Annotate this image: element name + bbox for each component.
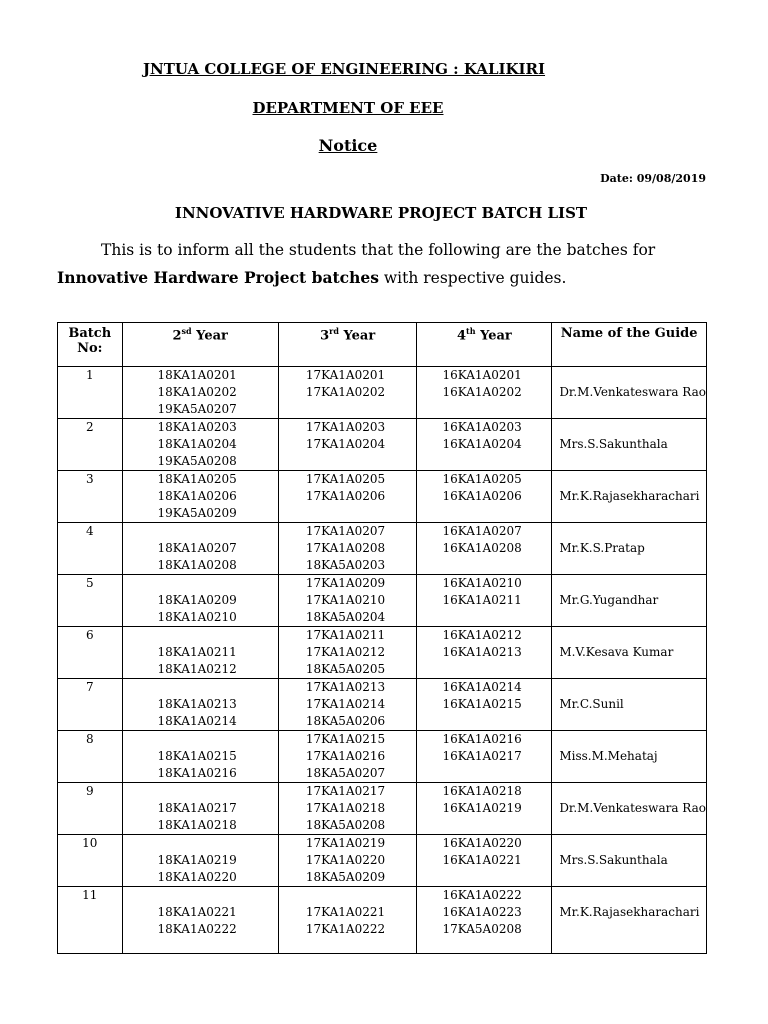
roll-number: [442, 453, 551, 470]
batch-table: [57, 322, 707, 954]
table-row: [58, 471, 707, 523]
guide-name: [552, 367, 707, 419]
roll-number: 16KA1A0210: [442, 576, 522, 590]
table-row: [58, 523, 707, 575]
4th-year-roll-numbers: [417, 731, 552, 783]
roll-number: 19KA5A0208: [157, 454, 237, 468]
batch-number: 8: [58, 731, 123, 783]
roll-number: 18KA1A0203: [157, 420, 237, 434]
roll-number: 17KA1A0203: [305, 420, 386, 434]
roll-number: [306, 505, 417, 522]
table-header-row: [58, 323, 707, 367]
guide-name-text: Mr.K.Rajasekharachari: [559, 905, 700, 919]
roll-number: 17KA1A0207: [305, 524, 386, 538]
2nd-year-roll-numbers: [122, 679, 278, 731]
roll-number: [158, 835, 278, 852]
roll-number: 18KA5A0207: [305, 766, 386, 780]
notice-date: Date: 09/08/2019: [600, 172, 706, 185]
roll-number: [158, 731, 278, 748]
roll-number: 16KA1A0216: [442, 732, 522, 746]
3rd-year-roll-numbers: [278, 627, 417, 679]
roll-number: 16KA1A0214: [442, 680, 522, 694]
2nd-year-roll-numbers: [122, 835, 278, 887]
table-row: [58, 887, 707, 954]
roll-number: [158, 679, 278, 696]
roll-number: 18KA1A0221: [157, 905, 237, 919]
roll-number: 17KA1A0212: [305, 645, 386, 659]
roll-number: 17KA1A0222: [305, 922, 386, 936]
2nd-year-roll-numbers: [122, 523, 278, 575]
guide-name-text: M.V.Kesava Kumar: [559, 645, 674, 659]
roll-number: 16KA1A0207: [442, 524, 522, 538]
3rd-year-roll-numbers: [278, 835, 417, 887]
intro-paragraph: [57, 237, 717, 292]
4th-year-roll-numbers: [417, 471, 552, 523]
guide-name: [552, 471, 707, 523]
roll-number: [442, 557, 551, 574]
intro-text-2: with respective guides.: [378, 269, 567, 287]
guide-name-text: Mr.G.Yugandhar: [559, 593, 659, 607]
roll-number: 18KA1A0201: [157, 368, 237, 382]
4th-year-roll-numbers: [417, 575, 552, 627]
roll-number: 17KA1A0219: [305, 836, 386, 850]
guide-name: [552, 523, 707, 575]
guide-name-text: Mr.C.Sunil: [559, 697, 624, 711]
roll-number: [158, 783, 278, 800]
roll-number: [442, 817, 551, 834]
guide-name-text: Mrs.S.Sakunthala: [559, 853, 668, 867]
roll-number: [158, 575, 278, 592]
roll-number: 16KA1A0215: [442, 697, 522, 711]
2nd-year-roll-numbers: [122, 731, 278, 783]
2nd-year-roll-numbers: [122, 627, 278, 679]
roll-number: [442, 713, 551, 730]
batch-number: 3: [58, 471, 123, 523]
roll-number: 17KA1A0211: [305, 628, 386, 642]
3rd-year-roll-numbers: [278, 783, 417, 835]
2nd-year-roll-numbers: [122, 887, 278, 954]
roll-number: 16KA1A0205: [442, 472, 522, 486]
guide-name: [552, 783, 707, 835]
roll-number: 17KA1A0204: [305, 437, 386, 451]
3rd-year-roll-numbers: [278, 523, 417, 575]
roll-number: 16KA1A0219: [442, 801, 522, 815]
roll-number: [442, 661, 551, 678]
batch-list-title: INNOVATIVE HARDWARE PROJECT BATCH LIST: [174, 204, 588, 222]
roll-number: 16KA1A0202: [442, 385, 522, 399]
roll-number: 18KA1A0206: [157, 489, 237, 503]
roll-number: 16KA1A0218: [442, 784, 522, 798]
roll-number: 17KA1A0217: [305, 784, 386, 798]
guide-name: [552, 575, 707, 627]
roll-number: 17KA1A0208: [305, 541, 386, 555]
guide-name-text: Miss.M.Mehataj: [559, 749, 658, 763]
header-batch: Batch No:: [58, 323, 123, 367]
roll-number: 17KA1A0202: [305, 385, 386, 399]
batch-number: 9: [58, 783, 123, 835]
intro-bold-text: Innovative Hardware Project batches: [57, 268, 379, 287]
4th-year-roll-numbers: [417, 835, 552, 887]
roll-number: 18KA5A0204: [305, 610, 386, 624]
roll-number: [158, 887, 278, 904]
roll-number: 17KA1A0216: [305, 749, 386, 763]
roll-number: [442, 505, 551, 522]
roll-number: 18KA1A0214: [157, 714, 237, 728]
2nd-year-roll-numbers: [122, 419, 278, 471]
table-row: [58, 419, 707, 471]
roll-number: [442, 401, 551, 418]
roll-number: 17KA1A0206: [305, 489, 386, 503]
header-2nd-year: $2^{sd}$ Year: [122, 323, 278, 367]
roll-number: 17KA1A0201: [305, 368, 386, 382]
roll-number: 18KA1A0220: [157, 870, 237, 884]
roll-number: 18KA5A0206: [305, 714, 386, 728]
roll-number: [158, 627, 278, 644]
3rd-year-roll-numbers: [278, 367, 417, 419]
roll-number: 18KA1A0210: [157, 610, 237, 624]
guide-name-text: Dr.M.Venkateswara Rao: [559, 801, 706, 815]
batch-number: 10: [58, 835, 123, 887]
batch-number: 7: [58, 679, 123, 731]
guide-name: [552, 731, 707, 783]
3rd-year-roll-numbers: [278, 731, 417, 783]
roll-number: [306, 401, 417, 418]
guide-name-text: Dr.M.Venkateswara Rao: [559, 385, 706, 399]
guide-name-text: Mr.K.Rajasekharachari: [559, 489, 700, 503]
roll-number: 18KA1A0208: [157, 558, 237, 572]
roll-number: 18KA1A0205: [157, 472, 237, 486]
table-row: [58, 783, 707, 835]
department-name: DEPARTMENT OF EEE: [252, 99, 444, 117]
roll-number: 16KA1A0220: [442, 836, 522, 850]
roll-number: 17KA1A0205: [305, 472, 386, 486]
3rd-year-roll-numbers: [278, 887, 417, 954]
roll-number: 17KA1A0220: [305, 853, 386, 867]
3rd-year-roll-numbers: [278, 575, 417, 627]
4th-year-roll-numbers: [417, 367, 552, 419]
2nd-year-roll-numbers: [122, 367, 278, 419]
roll-number: 17KA1A0215: [305, 732, 386, 746]
roll-number: 16KA1A0223: [442, 905, 522, 919]
table-row: [58, 731, 707, 783]
guide-name: [552, 835, 707, 887]
roll-number: 18KA1A0215: [157, 749, 237, 763]
header-guide: Name of the Guide: [552, 323, 707, 367]
roll-number: 16KA1A0212: [442, 628, 522, 642]
roll-number: 17KA1A0209: [305, 576, 386, 590]
guide-name-text: Mrs.S.Sakunthala: [559, 437, 668, 451]
guide-name: [552, 887, 707, 954]
roll-number: 18KA1A0216: [157, 766, 237, 780]
roll-number: [442, 869, 551, 886]
roll-number: 17KA1A0221: [305, 905, 386, 919]
3rd-year-roll-numbers: [278, 471, 417, 523]
roll-number: 18KA1A0213: [157, 697, 237, 711]
notice-heading: Notice: [318, 136, 378, 155]
table-row: [58, 835, 707, 887]
roll-number: 18KA1A0207: [157, 541, 237, 555]
roll-number: 16KA1A0222: [442, 888, 522, 902]
roll-number: 18KA5A0209: [305, 870, 386, 884]
roll-number: 16KA1A0206: [442, 489, 522, 503]
2nd-year-roll-numbers: [122, 471, 278, 523]
guide-name: [552, 627, 707, 679]
table-row: [58, 575, 707, 627]
intro-text-1: This is to inform all the students that the following are the batches for: [101, 241, 656, 259]
roll-number: 16KA1A0204: [442, 437, 522, 451]
roll-number: 16KA1A0213: [442, 645, 522, 659]
roll-number: 18KA1A0212: [157, 662, 237, 676]
roll-number: 18KA1A0222: [157, 922, 237, 936]
roll-number: 16KA1A0208: [442, 541, 522, 555]
roll-number: 18KA5A0205: [305, 662, 386, 676]
roll-number: 17KA1A0210: [305, 593, 386, 607]
batch-number: 4: [58, 523, 123, 575]
2nd-year-roll-numbers: [122, 783, 278, 835]
table-row: [58, 367, 707, 419]
4th-year-roll-numbers: [417, 523, 552, 575]
4th-year-roll-numbers: [417, 783, 552, 835]
2nd-year-roll-numbers: [122, 575, 278, 627]
roll-number: 18KA1A0202: [157, 385, 237, 399]
guide-name: [552, 679, 707, 731]
roll-number: 19KA5A0209: [157, 506, 237, 520]
guide-name: [552, 419, 707, 471]
roll-number: 17KA1A0213: [305, 680, 386, 694]
guide-name-text: Mr.K.S.Pratap: [559, 541, 645, 555]
roll-number: 18KA1A0217: [157, 801, 237, 815]
college-name: JNTUA COLLEGE OF ENGINEERING : KALIKIRI: [142, 60, 546, 78]
roll-number: 18KA1A0219: [157, 853, 237, 867]
roll-number: 19KA5A0207: [157, 402, 237, 416]
4th-year-roll-numbers: [417, 679, 552, 731]
header-3rd-year: 3rd Year: [278, 323, 417, 367]
batch-number: 5: [58, 575, 123, 627]
3rd-year-roll-numbers: [278, 419, 417, 471]
roll-number: [442, 765, 551, 782]
roll-number: 17KA1A0214: [305, 697, 386, 711]
roll-number: 17KA1A0218: [305, 801, 386, 815]
roll-number: 18KA1A0209: [157, 593, 237, 607]
roll-number: 18KA1A0204: [157, 437, 237, 451]
roll-number: 18KA1A0218: [157, 818, 237, 832]
header-4th-year: 4th Year: [417, 323, 552, 367]
3rd-year-roll-numbers: [278, 679, 417, 731]
table-row: [58, 679, 707, 731]
batch-number: 1: [58, 367, 123, 419]
table-row: [58, 627, 707, 679]
4th-year-roll-numbers: [417, 887, 552, 954]
roll-number: [306, 453, 417, 470]
batch-number: 11: [58, 887, 123, 954]
roll-number: 16KA1A0211: [442, 593, 522, 607]
roll-number: [306, 887, 417, 904]
roll-number: 18KA1A0211: [157, 645, 237, 659]
4th-year-roll-numbers: [417, 419, 552, 471]
roll-number: 16KA1A0221: [442, 853, 522, 867]
roll-number: 16KA1A0217: [442, 749, 522, 763]
batch-number: 6: [58, 627, 123, 679]
roll-number: [158, 523, 278, 540]
roll-number: 18KA5A0208: [305, 818, 386, 832]
roll-number: 16KA1A0203: [442, 420, 522, 434]
roll-number: [442, 609, 551, 626]
roll-number: 16KA1A0201: [442, 368, 522, 382]
batch-number: 2: [58, 419, 123, 471]
4th-year-roll-numbers: [417, 627, 552, 679]
roll-number: 17KA5A0208: [442, 922, 522, 936]
roll-number: 18KA5A0203: [305, 558, 386, 572]
